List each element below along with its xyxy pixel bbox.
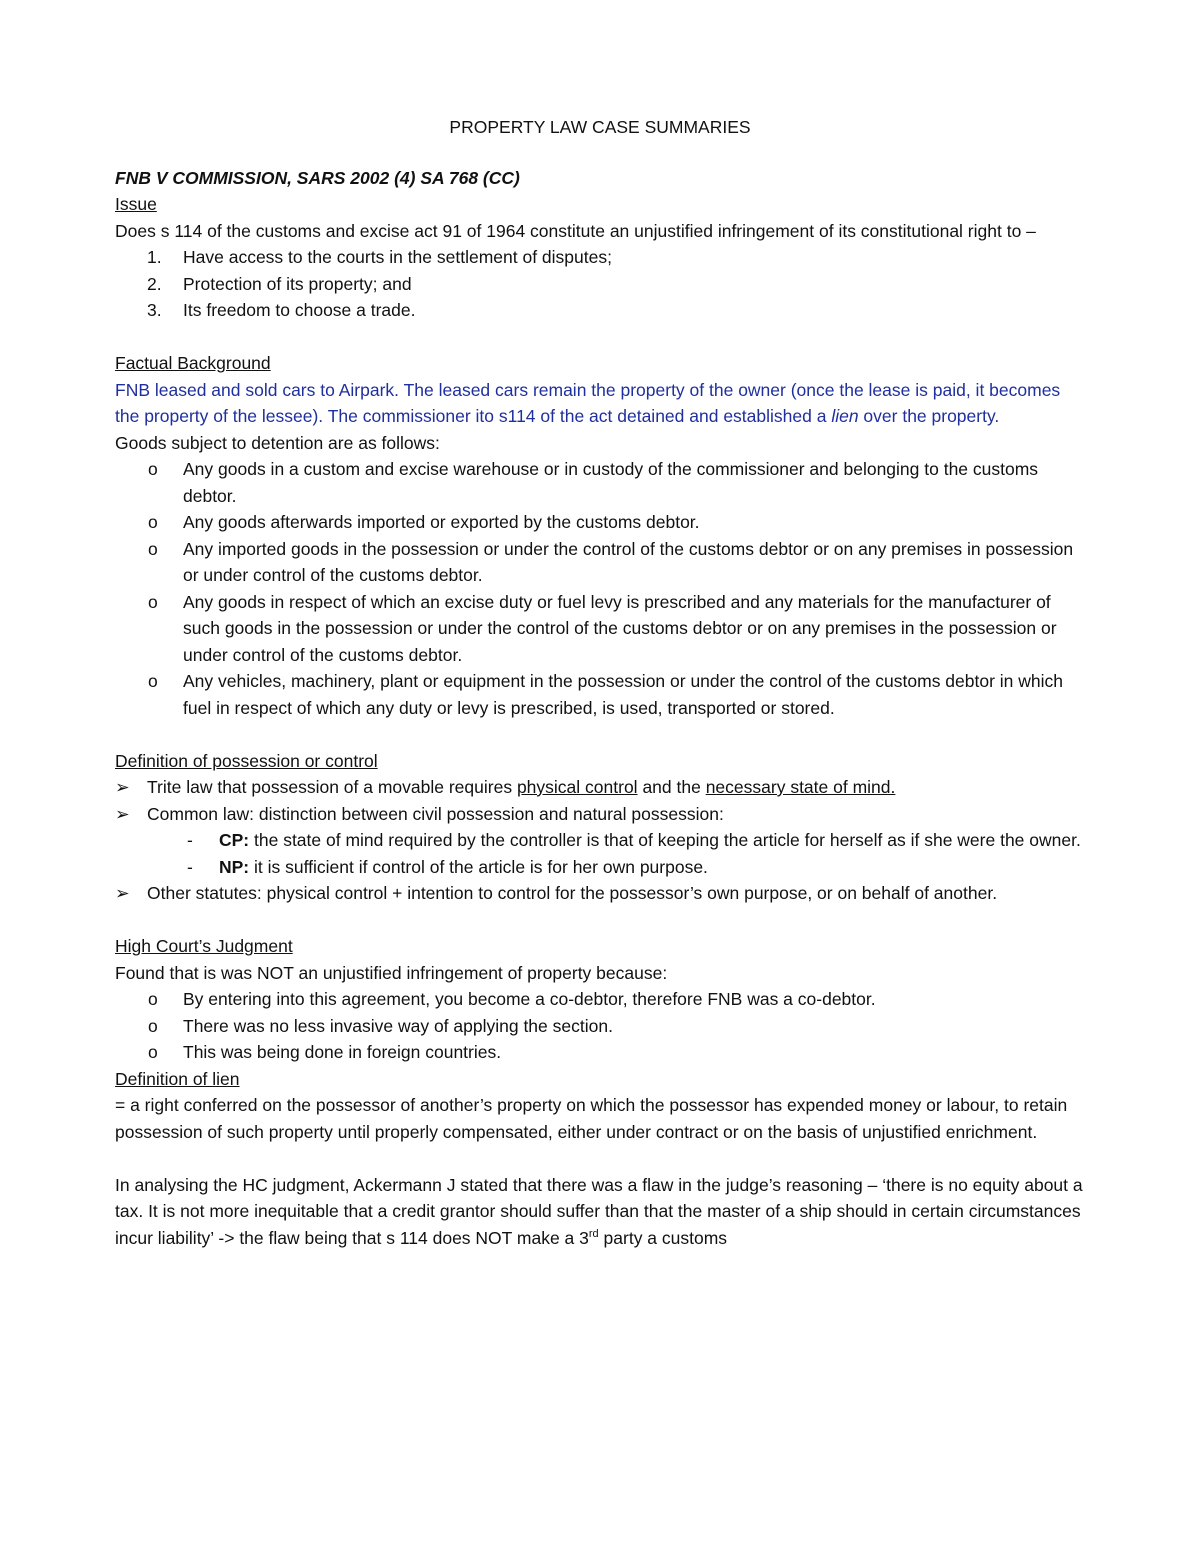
analysis-text-part: party a customs	[598, 1227, 728, 1248]
list-item	[115, 827, 1085, 854]
underlined-term: physical control	[516, 777, 638, 797]
bullet-o-icon: o	[148, 538, 158, 559]
goods-intro: Goods subject to detention are as follows:	[115, 432, 440, 453]
np-label: NP:	[219, 856, 250, 877]
list-item	[115, 854, 1085, 881]
list-number: 2.	[147, 273, 162, 294]
list-item-text: Common law: distinction between civil possession and natural possession:	[147, 803, 724, 824]
lien-heading: Definition of lien	[115, 1068, 240, 1089]
list-number: 1.	[147, 247, 162, 267]
arrow-bullet-icon: ➢	[115, 883, 130, 903]
list-item	[115, 1013, 1085, 1040]
possession-heading: Definition of possession or control	[115, 750, 378, 771]
factual-text	[115, 377, 1085, 430]
dash-bullet-icon: -	[187, 856, 193, 877]
bullet-o-icon: o	[148, 989, 158, 1009]
document-title: PROPERTY LAW CASE SUMMARIES	[449, 117, 751, 137]
factual-text-part: over the property.	[858, 406, 1000, 426]
bullet-o-icon: o	[148, 591, 158, 612]
list-item-text: Its freedom to choose a trade.	[183, 300, 416, 320]
spacer	[115, 1145, 1085, 1172]
list-item-text: Any goods in respect of which an excise duty or fuel levy is prescribed and any materials for the manufacturer of such goods in the possession or under the control of the customs debtor or on any premises in the possession or under control of the customs debtor.	[183, 591, 1057, 665]
list-item	[115, 244, 1085, 271]
list-item	[115, 509, 1085, 536]
case-title: FNB V COMMISSION, SARS 2002 (4) SA 768 (CC)	[115, 167, 520, 188]
possession-list-cont	[115, 880, 1085, 907]
list-item-text: Any goods in a custom and excise warehouse or in custody of the commissioner and belonging to the customs debtor.	[183, 459, 1039, 506]
list-item-text: and the	[637, 777, 706, 797]
spacer	[115, 907, 1085, 934]
list-item-text: Have access to the courts in the settlement of disputes;	[183, 247, 612, 267]
ordinal-suffix: rd	[588, 1227, 599, 1240]
lien-definition: = a right conferred on the possessor of another’s property on which the possessor has expended money or labour, to retain possession of such property until properly compensated, either under contract or on the basis of unjustified enrichment.	[115, 1095, 1068, 1142]
list-item	[115, 880, 1085, 907]
list-item-text: Any goods afterwards imported or exported by the customs debtor.	[183, 512, 700, 532]
high-court-list	[115, 986, 1085, 1066]
list-item	[115, 1039, 1085, 1066]
list-item	[115, 456, 1085, 509]
arrow-bullet-icon: ➢	[115, 803, 130, 824]
goods-list	[115, 456, 1085, 721]
list-item	[115, 536, 1085, 589]
dash-bullet-icon: -	[187, 830, 193, 850]
high-court-intro: Found that is was NOT an unjustified infringement of property because:	[115, 962, 668, 983]
cp-label: CP:	[219, 830, 250, 850]
bullet-o-icon: o	[148, 459, 158, 479]
list-item-text: Protection of its property; and	[183, 273, 412, 294]
list-item	[115, 774, 1085, 801]
issue-list	[115, 244, 1085, 324]
list-item-text: By entering into this agreement, you become a co-debtor, therefore FNB was a co-debtor.	[183, 989, 876, 1009]
analysis-text	[115, 1172, 1085, 1252]
bullet-o-icon: o	[148, 512, 158, 532]
possession-sublist	[115, 827, 1085, 880]
bullet-o-icon: o	[148, 671, 158, 691]
list-item-text: Any imported goods in the possession or under the control of the customs debtor or on any premises in possession or under control of the customs debtor.	[183, 538, 1074, 585]
list-item-text: Other statutes: physical control + intention to control for the possessor’s own purpose, or on behalf of another.	[147, 883, 998, 903]
list-item	[115, 801, 1085, 828]
bullet-o-icon: o	[148, 1015, 158, 1036]
list-item	[115, 271, 1085, 298]
list-number: 3.	[147, 300, 162, 320]
issue-text: Does s 114 of the customs and excise act 91 of 1964 constitute an unjustified infringement of its constitutional right to –	[115, 220, 1036, 241]
possession-list	[115, 774, 1085, 827]
list-item-text: Any vehicles, machinery, plant or equipment in the possession or under the control of the customs debtor in which fuel in respect of which any duty or levy is prescribed, is used, transported or stored.	[183, 671, 1064, 718]
underlined-term: necessary state of mind.	[705, 777, 896, 797]
issue-heading: Issue	[115, 194, 157, 214]
factual-heading: Factual Background	[115, 353, 271, 373]
list-item-text: it is sufficient if control of the article is for her own purpose.	[249, 856, 708, 877]
list-item-text: There was no less invasive way of applying the section.	[183, 1015, 613, 1036]
list-item-text: Trite law that possession of a movable requires	[147, 777, 517, 797]
bullet-o-icon: o	[148, 1042, 158, 1062]
spacer	[115, 721, 1085, 748]
spacer	[115, 324, 1085, 351]
high-court-heading: High Court’s Judgment	[115, 936, 293, 956]
list-item-text: This was being done in foreign countries.	[183, 1042, 502, 1062]
list-item-text: the state of mind required by the controller is that of keeping the article for herself as if she were the owner.	[249, 830, 1081, 850]
lien-term: lien	[831, 406, 859, 426]
arrow-bullet-icon: ➢	[115, 777, 130, 797]
list-item	[115, 297, 1085, 324]
analysis-text-part: In analysing the HC judgment, Ackermann J stated that there was a flaw in the judge’s reasoning – ‘there is no equity about a tax. It is not more inequitable that a credit grantor should suffer than that the master of a ship should in certain circumstances incur liability’ -> the flaw being that s 114 does NOT make a 3	[115, 1174, 1083, 1248]
list-item	[115, 668, 1085, 721]
factual-text-part: FNB leased and sold cars to Airpark. The leased cars remain the property of the owner (once the lease is paid, it becomes the property of the lessee). The commissioner ito s114 of the act detained and established a	[115, 379, 1061, 426]
list-item	[115, 986, 1085, 1013]
list-item	[115, 589, 1085, 669]
